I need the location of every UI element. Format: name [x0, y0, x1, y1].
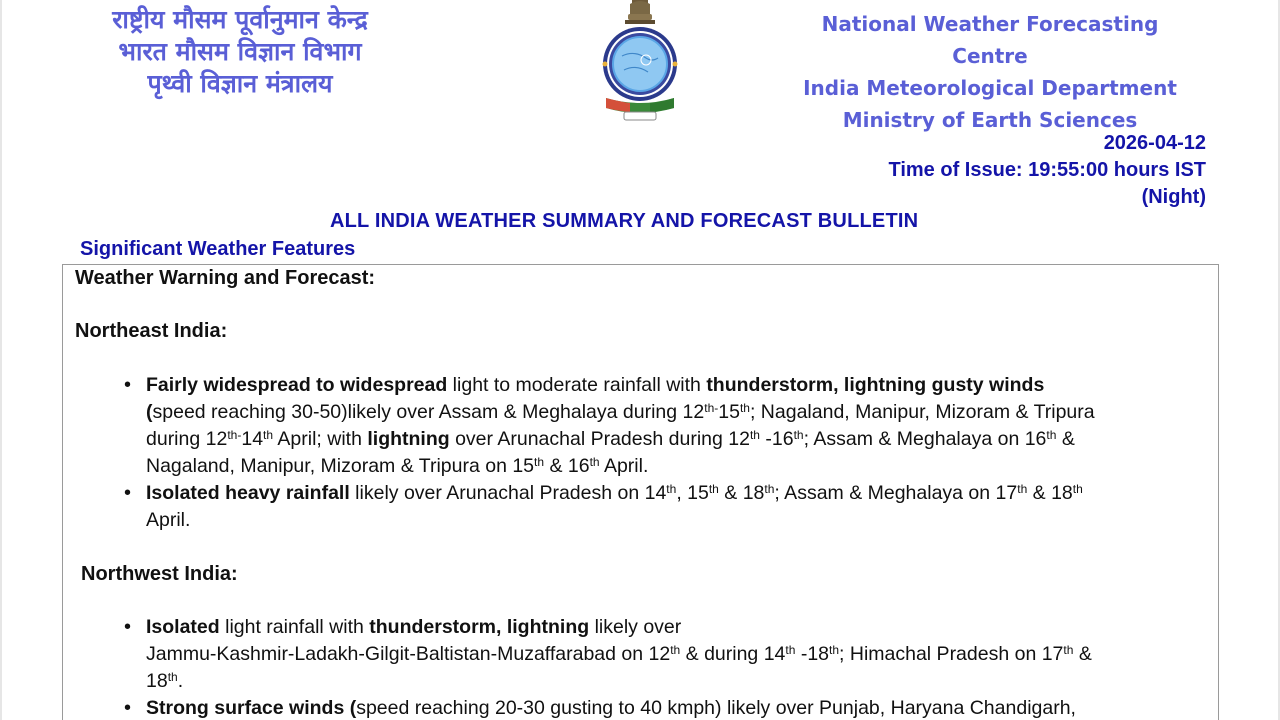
bullet-glyph: • — [124, 482, 132, 504]
text-span: Isolated — [146, 616, 220, 638]
superscript: th — [666, 482, 677, 496]
superscript: th — [1063, 643, 1074, 657]
significant-weather-heading: Significant Weather Features — [80, 238, 356, 260]
text-span: April; with — [273, 428, 368, 450]
text-span: over Arunachal Pradesh during 12 — [449, 428, 750, 450]
superscript: th — [534, 455, 545, 469]
superscript: th — [1072, 482, 1083, 496]
superscript: th — [1046, 428, 1057, 442]
superscript: th — [670, 643, 681, 657]
text-span: light to moderate rainfall with — [447, 374, 707, 396]
bullet-glyph: • — [124, 616, 132, 638]
text-span: light rainfall with — [219, 616, 370, 638]
superscript: th — [167, 670, 178, 684]
northeast-heading: Northeast India: — [75, 320, 228, 342]
issue-info — [888, 130, 1206, 211]
text-span: ; Assam & Meghalaya on 17 — [774, 482, 1018, 504]
bullet-glyph: • — [124, 697, 132, 719]
hindi-line-3: पृथ्वी विज्ञान मंत्रालय — [147, 69, 333, 98]
text-span: speed reaching 20-30 gusting to 40 kmph) likely over Punjab, Haryana Chandigarh, — [356, 697, 1076, 719]
text-span: -16 — [759, 428, 794, 450]
northwest-bullets — [124, 614, 1206, 720]
box-heading: Weather Warning and Forecast: — [75, 267, 376, 289]
text-span: ( — [146, 401, 153, 423]
text-span: , 15 — [676, 482, 709, 504]
text-span: ; Himachal Pradesh on 17 — [839, 643, 1064, 665]
superscript: th — [764, 482, 775, 496]
superscript: th — [1017, 482, 1028, 496]
text-span: -18 — [795, 643, 830, 665]
text-span: & — [1073, 643, 1092, 665]
superscript: th — [793, 428, 804, 442]
text-span: & during 14 — [680, 643, 786, 665]
text-span: ; Assam & Meghalaya on 16 — [803, 428, 1047, 450]
text-span: thunderstorm, lightning — [369, 616, 590, 638]
text-span: Strong surface winds ( — [146, 697, 357, 719]
text-span: & 18 — [1027, 482, 1073, 504]
text-span: 14 — [241, 428, 264, 450]
text-span: ; Nagaland, Manipur, Mizoram & Tripura — [749, 401, 1095, 423]
text-span: 15 — [718, 401, 740, 423]
hindi-line-2: भारत मौसम विज्ञान विभाग — [118, 37, 362, 66]
text-span: April. — [146, 509, 191, 531]
northwest-heading: Northwest India: — [81, 563, 238, 585]
superscript: th — [829, 643, 840, 657]
text-span: 18 — [146, 670, 168, 692]
english-line-3: Ministry of Earth Sciences — [842, 108, 1138, 132]
hindi-header — [60, 4, 420, 100]
text-span: likely over — [589, 616, 682, 638]
english-header — [790, 8, 1190, 136]
northwest-bullet-2 — [124, 695, 1206, 720]
superscript: th — [589, 455, 600, 469]
issue-time: Time of Issue: 19:55:00 hours IST — [888, 159, 1206, 181]
text-span: Jammu-Kashmir-Ladakh-Gilgit-Baltistan-Muzaffarabad on 12 — [146, 643, 671, 665]
northeast-bullet-1 — [124, 372, 1206, 480]
superscript: th — [708, 482, 719, 496]
text-span: & — [1056, 428, 1075, 450]
issue-period: (Night) — [1141, 186, 1206, 208]
text-span: & 18 — [718, 482, 765, 504]
text-span: Fairly widespread to widespread — [146, 374, 448, 396]
text-span: lightning — [367, 428, 450, 450]
imd-emblem-icon — [600, 0, 680, 122]
text-span: & 16 — [544, 455, 590, 477]
english-line-1: National Weather Forecasting Centre — [821, 12, 1159, 68]
northeast-bullets — [124, 372, 1206, 534]
text-span: thunderstorm, lightning gusty winds — [706, 374, 1045, 396]
text-span: Isolated heavy rainfall — [146, 482, 350, 504]
bulletin-title: ALL INDIA WEATHER SUMMARY AND FORECAST BULLETIN — [330, 210, 919, 232]
text-span: Nagaland, Manipur, Mizoram & Tripura on 15 — [146, 455, 535, 477]
superscript: th — [785, 643, 796, 657]
text-span: during 12 — [146, 428, 228, 450]
bullet-glyph: • — [124, 374, 132, 396]
superscript: th — [263, 428, 274, 442]
northeast-bullet-2 — [124, 480, 1206, 534]
text-span: likely over Arunachal Pradesh on 14 — [349, 482, 667, 504]
superscript: th — [739, 401, 750, 415]
superscript: th- — [227, 428, 242, 442]
superscript: th — [749, 428, 760, 442]
page-edge-left — [0, 0, 2, 720]
northwest-bullet-1 — [124, 614, 1206, 695]
text-span: . — [177, 670, 184, 692]
text-span: speed reaching 30-50)likely over Assam & Meghalaya during 12 — [152, 401, 705, 423]
text-span: April. — [599, 455, 649, 477]
english-line-2: India Meteorological Department — [803, 76, 1177, 100]
issue-date: 2026-04-12 — [1103, 132, 1206, 154]
hindi-line-1: राष्ट्रीय मौसम पूर्वानुमान केन्द्र — [112, 5, 368, 34]
superscript: th- — [704, 401, 719, 415]
